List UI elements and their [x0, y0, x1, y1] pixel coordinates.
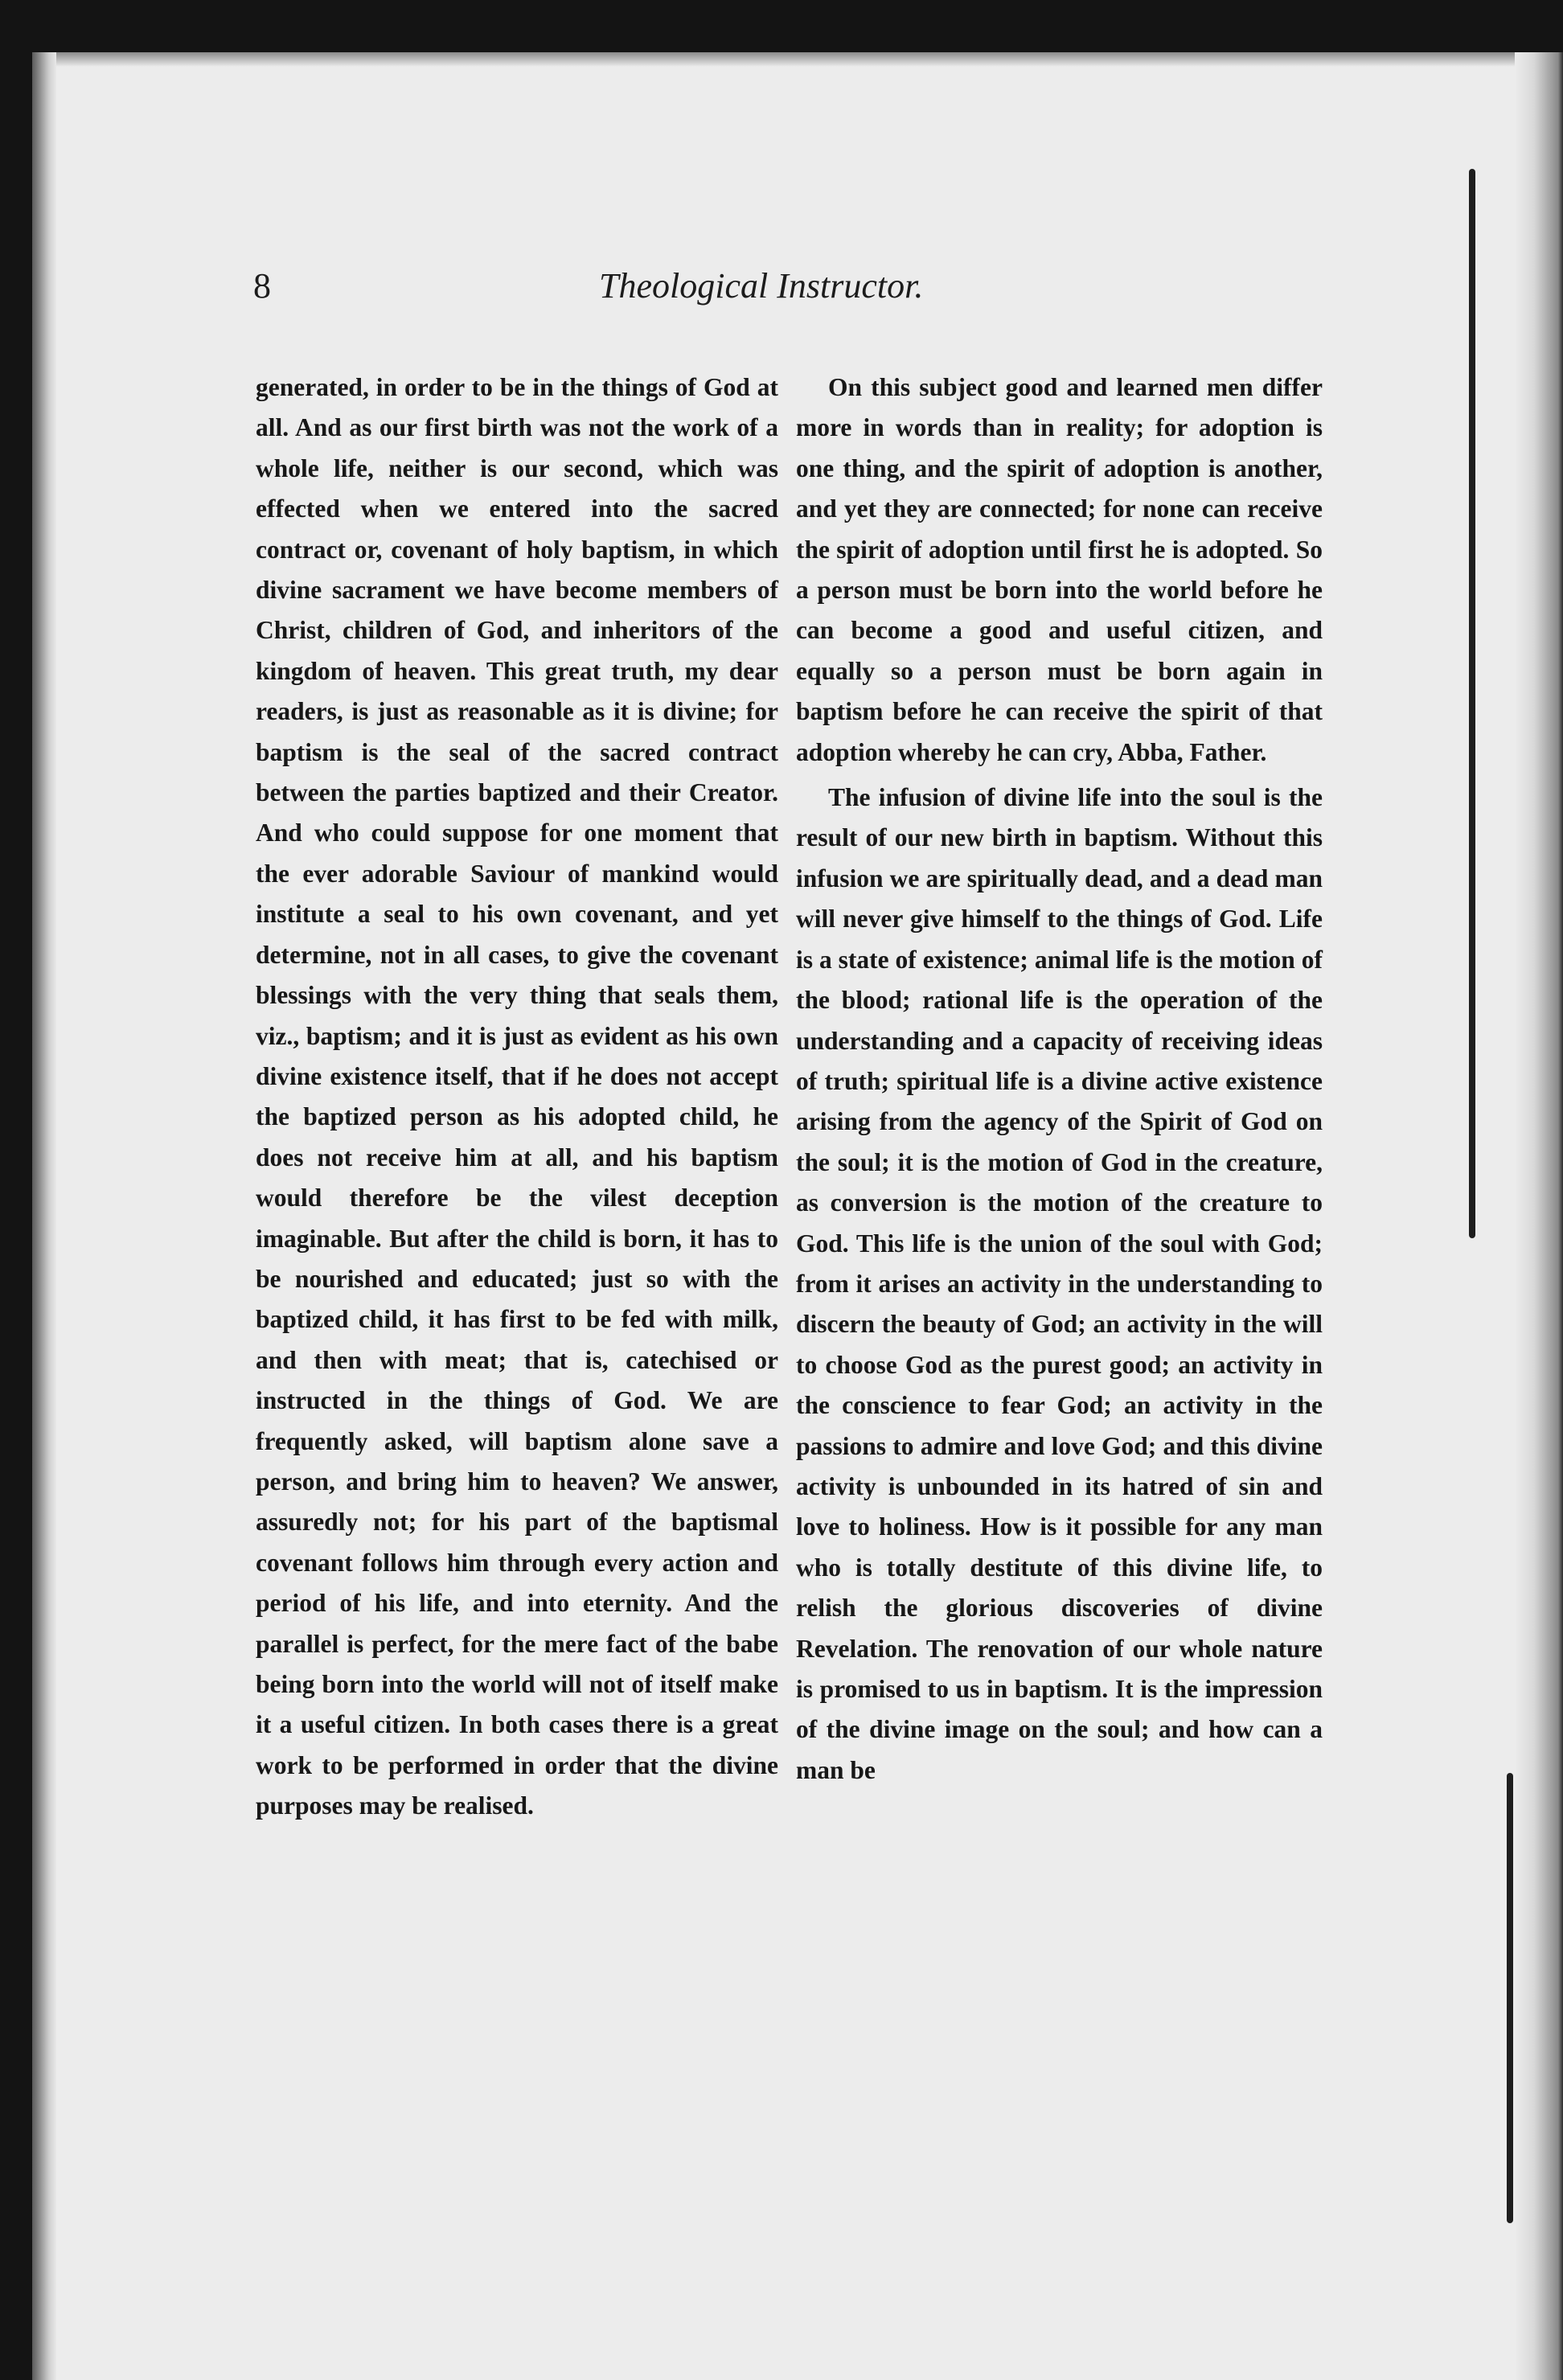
page-number: 8	[253, 266, 271, 306]
running-title: Theological Instructor.	[599, 266, 924, 306]
page-gutter-shadow	[32, 52, 56, 2380]
page-right-edge	[1515, 52, 1563, 2380]
running-header	[253, 265, 1327, 314]
right-paragraph-1: On this subject good and learned men differ more in words than in reality; for adoption is one thing, and the spirit of adoption is another, and yet they are connected; for none can receive the spirit of adoption until first he is adopted. So a person must be born into the world before he can become a good and useful citizen, and equally so a person must be born again in baptism before he can receive the spirit of that adoption whereby he can cry, Abba, Father.	[796, 373, 1323, 766]
right-column	[796, 367, 1323, 1791]
binding-thread-lower	[1507, 1773, 1513, 2223]
binding-thread-upper	[1469, 169, 1475, 1238]
right-paragraph-2: The infusion of divine life into the soul is the result of our new birth in baptism. Without this infusion we are spiritually dead, and a dead man will never give himself to the things of God. Life is a state of existence; animal life is the motion of the blood; rational life is the operation of the understanding and a capacity of receiving ideas of truth; spiritual life is a divine active existence arising from the agency of the Spirit of God on the soul; it is the motion of God in the creature, as conversion is the motion of the creature to God. This life is the union of the soul with God; from it arises an activity in the understanding to discern the beauty of God; an activity in the will to choose God as the purest good; an activity in the conscience to fear God; an activity in the passions to admire and love God; and this divine activity is unbounded in its hatred of sin and love to holiness. How is it possible for any man who is totally destitute of this divine life, to relish the glorious discoveries of divine Revelation. The renovation of our whole nature is promised to us in baptism. It is the impression of the divine image on the soul; and how can a man be	[796, 783, 1323, 1784]
page-top-shadow	[32, 52, 1563, 67]
book-page	[32, 52, 1563, 2380]
left-column	[256, 367, 778, 1827]
left-paragraph-1: generated, in order to be in the things of God at all. And as our first birth was not the work of a whole life, neither is our second, which was effected when we entered into the sacred contract or, covenant of holy baptism, in which divine sacrament we have become members of Christ, children of God, and inheritors of the kingdom of heaven. This great truth, my dear readers, is just as reasonable as it is divine; for baptism is the seal of the sacred contract between the parties baptized and their Creator. And who could suppose for one moment that the ever adorable Saviour of mankind would institute a seal to his own covenant, and yet determine, not in all cases, to give the covenant blessings with the very thing that seals them, viz., baptism; and it is just as evident as his own divine existence itself, that if he does not accept the baptized person as his adopted child, he does not receive him at all, and his baptism would therefore be the vilest deception imaginable. But after the child is born, it has to be nourished and educated; just so with the baptized child, it has first to be fed with milk, and then with meat; that is, catechised or instructed in the things of God. We are frequently asked, will baptism alone save a person, and bring him to heaven? We answer, assuredly not; for his part of the baptismal covenant follows him through every action and period of his life, and into eternity. And the parallel is perfect, for the mere fact of the babe being born into the world will not of itself make it a useful citizen. In both cases there is a great work to be performed in order that the divine purposes may be realised.	[256, 373, 778, 1820]
